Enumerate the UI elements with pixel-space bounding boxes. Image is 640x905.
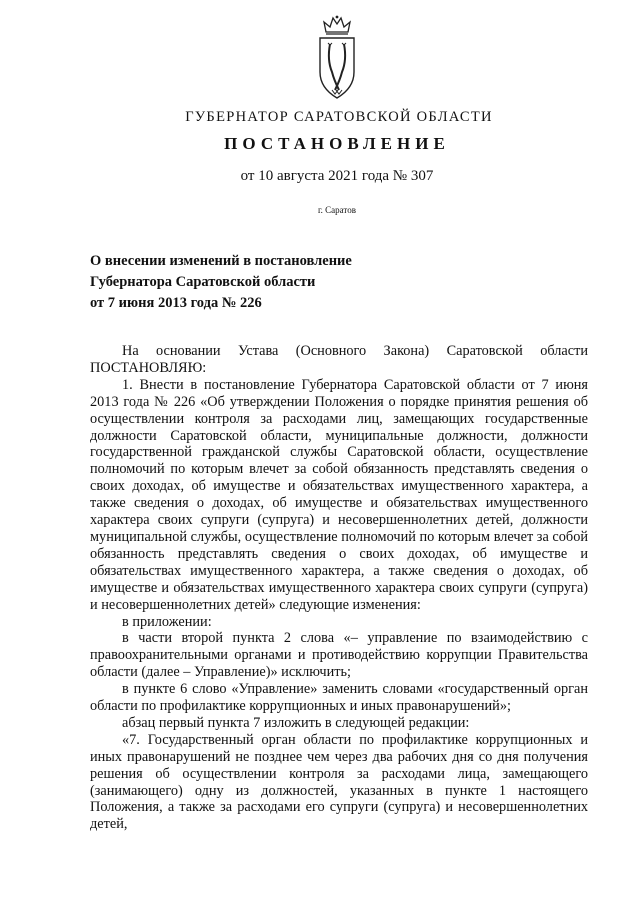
organization-title: ГУБЕРНАТОР САРАТОВСКОЙ ОБЛАСТИ [185, 109, 493, 125]
document-type: ПОСТАНОВЛЕНИЕ [224, 134, 450, 153]
subject-line: от 7 июня 2013 года № 226 [90, 295, 262, 311]
body-paragraph: На основании Устава (Основного Закона) Саратовской области ПОСТАНОВЛЯЮ: [90, 343, 588, 376]
body-paragraph: в приложении: [122, 613, 212, 630]
body-paragraph: абзац первый пункта 7 изложить в следующей редакции: [122, 714, 470, 731]
body-paragraph: в пункте 6 слово «Управление» заменить словами «государственный орган области по профилактике коррупционных и иных правонарушений»; [90, 681, 588, 715]
body-paragraph: в части второй пункта 2 слова «– управление по взаимодействию с правоохранительными органами и противодействию коррупции Правительства области (далее – Управление)» исключить; [90, 630, 588, 681]
body-paragraph: «7. Государственный орган области по профилактике коррупционных и иных правонарушений не позднее чем через два рабочих дня со дня получения решения об осуществлении контроля за расходами лица, замещающего (занимающего) одну из должностей, указанных в пункте 1 настоящего Положения, а также за расходами его супруги (супруга) и несовершеннолетних детей, [90, 731, 588, 833]
subject-line: Губернатора Саратовской области [90, 274, 316, 290]
document-body [90, 343, 588, 833]
subject-line: О внесении изменений в постановление [90, 253, 352, 269]
body-paragraph: 1. Внести в постановление Губернатора Саратовской области от 7 июня 2013 года № 226 «Об утверждении Положения о порядке принятия решения об осуществлении контроля за расходами лиц, замещающих государственные должности Саратовской области, муниципальные должности, должности государственной гражданской службы Саратовской области, осуществление полномочий по которым влечет за собой обязанность представлять сведения о своих доходах, об имуществе и обязательствах имущественного характера, а также сведения о доходах, об имуществе и обязательствах имущественного характера своих супруги (супруга) и несовершеннолетних детей, должности муниципальной службы, осуществление полномочий по которым влечет за собой обязанность представлять сведения о своих доходах, об имуществе и обязательствах имущественного характера, а также сведения о доходах, об имуществе и обязательствах имущественного характера своих супруги (супруга) и несовершеннолетних детей» следующие изменения: [90, 376, 588, 613]
saratov-coat-of-arms-icon [312, 14, 362, 104]
document-date-number: от 10 августа 2021 года № 307 [240, 168, 434, 184]
document-subject [90, 251, 352, 314]
city-name: г. Саратов [318, 205, 356, 215]
coat-of-arms-emblem [312, 14, 362, 104]
